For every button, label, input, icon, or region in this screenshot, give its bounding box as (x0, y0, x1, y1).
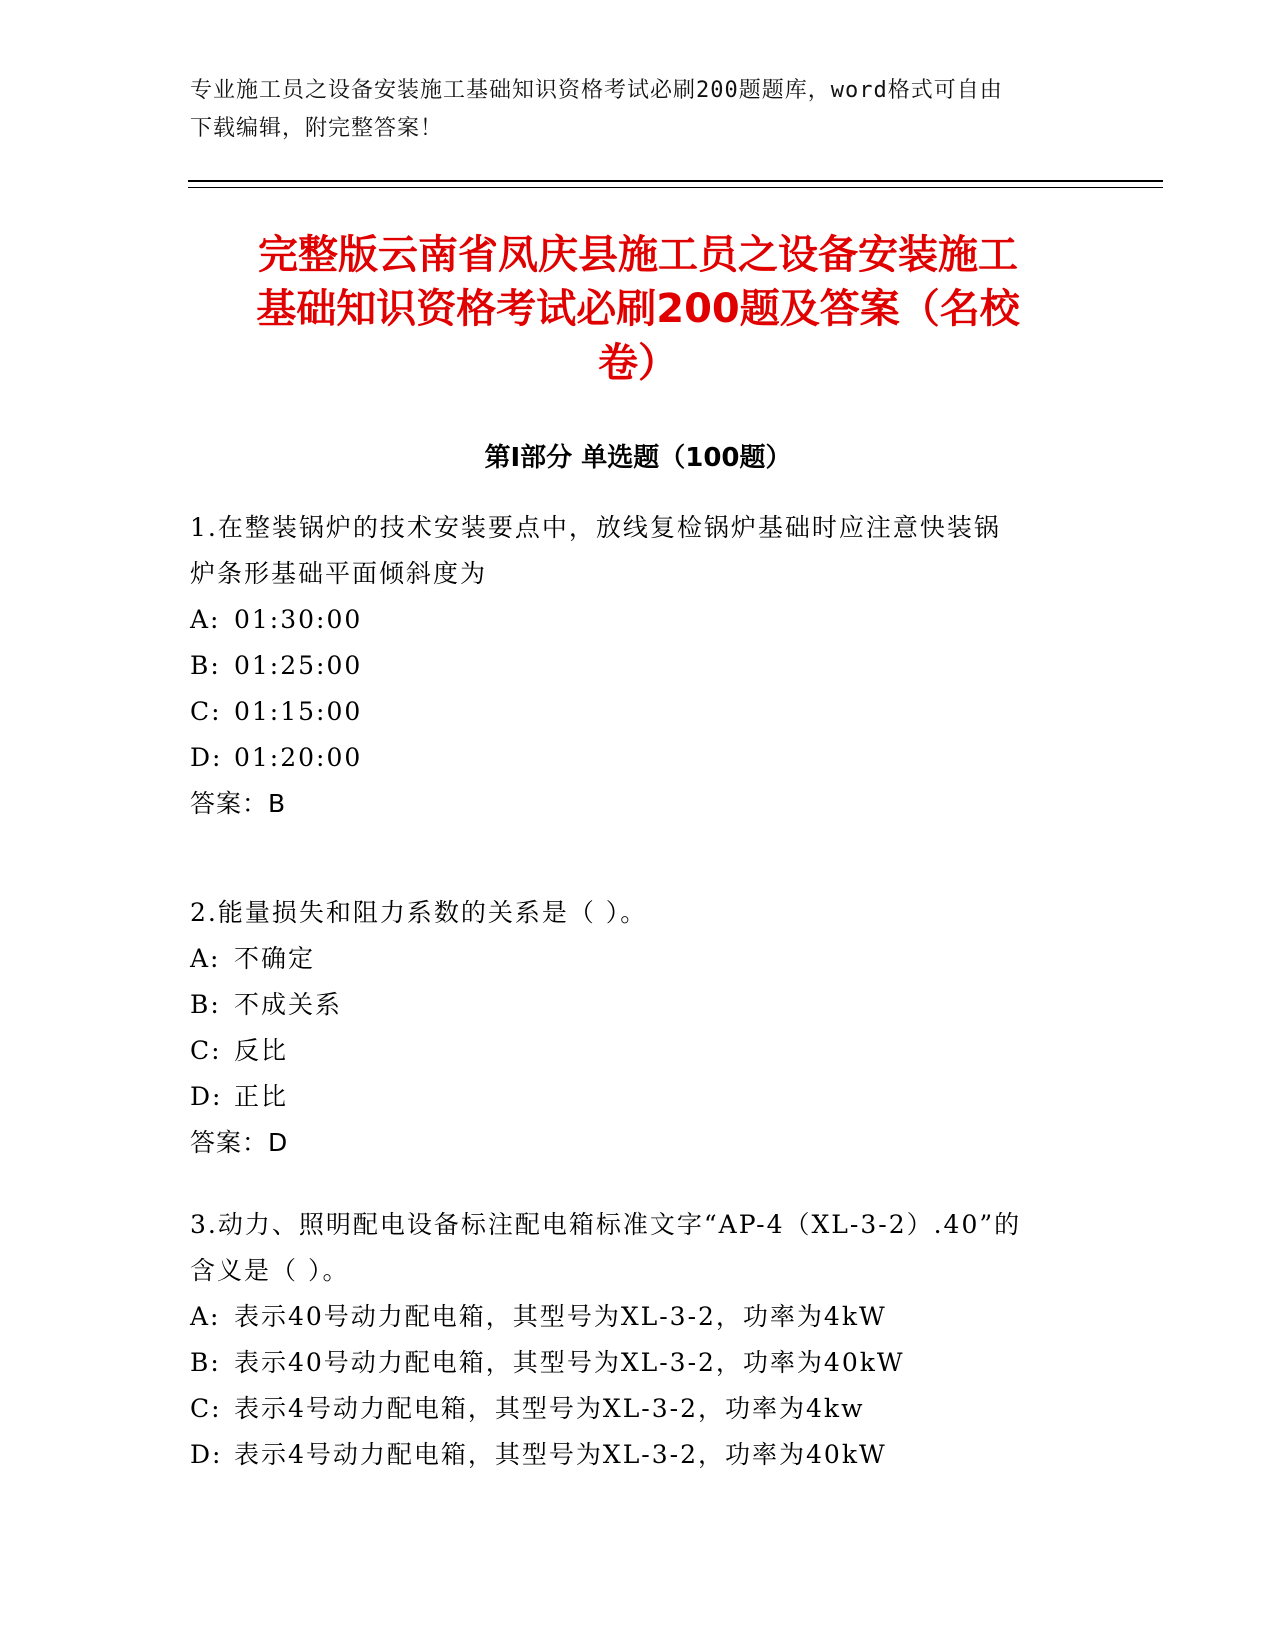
option-b (190, 982, 1090, 1028)
option-letter: A: (190, 1302, 221, 1331)
option-c (190, 1028, 1090, 1074)
option-text: 01:25:00 (234, 651, 363, 680)
header-divider-thick (188, 180, 1163, 182)
question-3 (190, 1202, 1090, 1478)
option-a (190, 597, 1090, 643)
answer-line: 答案：B (190, 789, 287, 818)
question-stem (190, 505, 1090, 597)
question-stem-line: 炉条形基础平面倾斜度为 (190, 559, 488, 588)
option-text: 表示4号动力配电箱，其型号为XL-3-2，功率为40kW (234, 1440, 887, 1469)
option-b (190, 643, 1090, 689)
question-stem-line: 2.能量损失和阻力系数的关系是（ ）。 (190, 898, 648, 927)
option-letter: C: (190, 1394, 222, 1423)
option-letter: C: (190, 697, 222, 726)
option-text: 不成关系 (234, 990, 343, 1019)
question-stem-line: 1.在整装锅炉的技术安装要点中，放线复检锅炉基础时应注意快装锅 (190, 513, 1001, 542)
option-text: 01:30:00 (234, 605, 363, 634)
option-letter: B: (190, 651, 221, 680)
option-text: 不确定 (234, 944, 316, 973)
header-divider-thin (188, 187, 1163, 188)
option-text: 表示40号动力配电箱，其型号为XL-3-2，功率为4kW (234, 1302, 887, 1331)
option-d (190, 735, 1090, 781)
main-title (188, 228, 1088, 390)
option-c (190, 689, 1090, 735)
option-text: 反比 (234, 1036, 289, 1065)
option-letter: A: (190, 605, 221, 634)
option-d (190, 1432, 1090, 1478)
intro-text (190, 72, 1090, 148)
main-title-line-2: 基础知识资格考试必刷200题及答案（名校 (256, 286, 1020, 332)
intro-line-2: 下载编辑，附完整答案！ (190, 116, 444, 141)
option-letter: B: (190, 1348, 221, 1377)
option-a (190, 1294, 1090, 1340)
question-stem (190, 1202, 1090, 1294)
option-b (190, 1340, 1090, 1386)
option-letter: B: (190, 990, 221, 1019)
question-stem-line: 3.动力、照明配电设备标注配电箱标准文字“AP-4（XL-3-2）.40”的 (190, 1210, 1022, 1239)
option-text: 表示40号动力配电箱，其型号为XL-3-2，功率为40kW (234, 1348, 905, 1377)
option-a (190, 936, 1090, 982)
option-text: 01:20:00 (234, 743, 363, 772)
question-stem (190, 890, 1090, 936)
option-text: 01:15:00 (234, 697, 363, 726)
option-text: 表示4号动力配电箱，其型号为XL-3-2，功率为4kw (234, 1394, 865, 1423)
intro-line-1: 专业施工员之设备安装施工基础知识资格考试必刷200题题库，word格式可自由 (190, 78, 1003, 103)
main-title-line-3: 卷） (598, 340, 678, 386)
question-stem-line: 含义是（ ）。 (190, 1256, 350, 1285)
option-letter: A: (190, 944, 221, 973)
option-text: 正比 (234, 1082, 289, 1111)
option-d (190, 1074, 1090, 1120)
option-letter: C: (190, 1036, 222, 1065)
option-letter: D: (190, 743, 223, 772)
option-letter: D: (190, 1082, 223, 1111)
question-2 (190, 890, 1090, 1166)
question-1 (190, 505, 1090, 827)
option-c (190, 1386, 1090, 1432)
main-title-line-1: 完整版云南省凤庆县施工员之设备安装施工 (258, 232, 1018, 278)
option-letter: D: (190, 1440, 223, 1469)
answer-line: 答案：D (190, 1128, 289, 1157)
section-title: 第Ⅰ部分 单选题（100题） (484, 443, 792, 473)
